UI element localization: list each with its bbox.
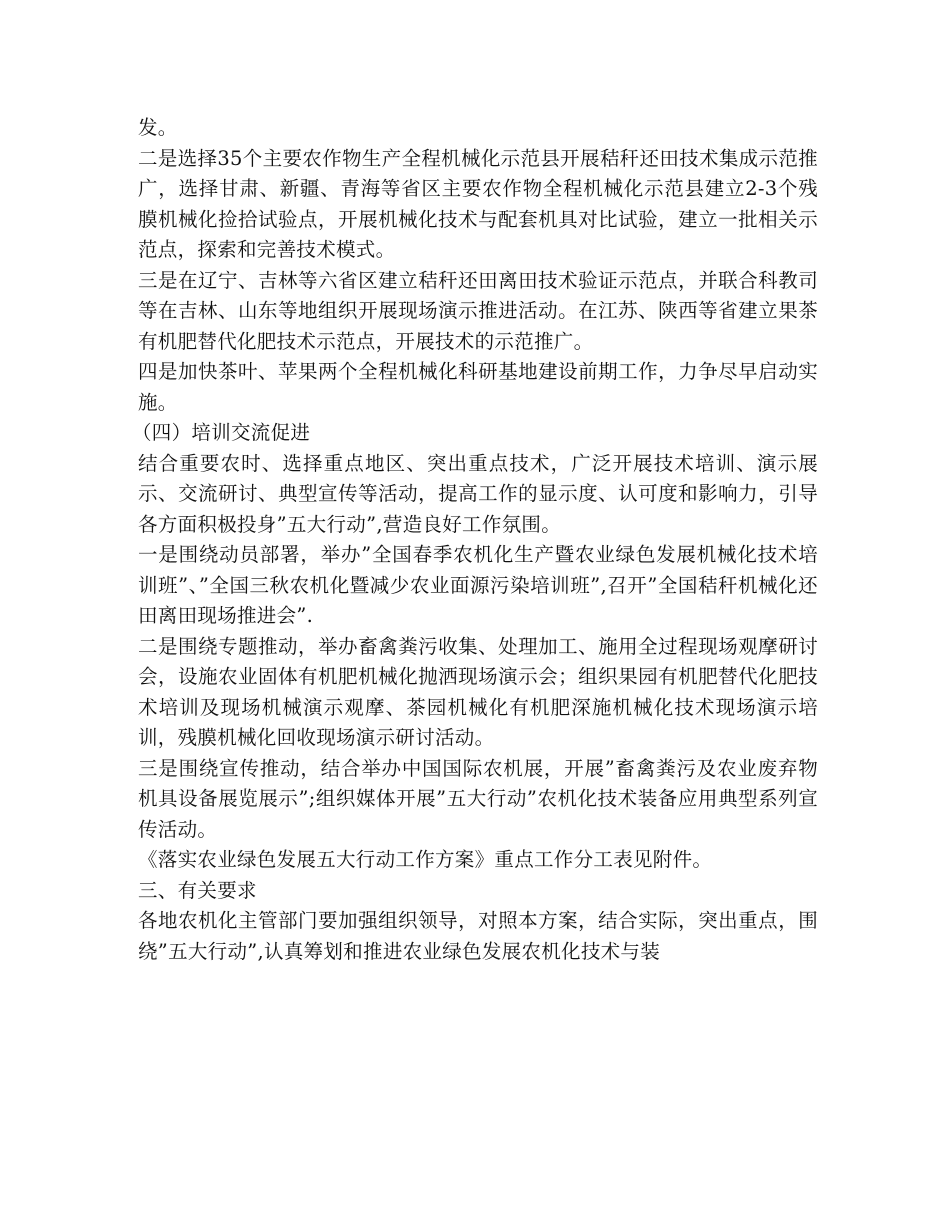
paragraph-requirements: 各地农机化主管部门要加强组织领导，对照本方案，结合实际，突出重点，围绕”五大行动”,认真筹划和推进农业绿色发展农机化技术与装 bbox=[138, 909, 818, 963]
paragraph-annex-note: 《落实农业绿色发展五大行动工作方案》重点工作分工表见附件。 bbox=[138, 848, 713, 871]
paragraph-item-2-demo-counties: 二是选择35个主要农作物生产全程机械化示范县开展秸秆还田技术集成示范推广，选择甘肃、新疆、青海等省区主要农作物全程机械化示范县建立2-3个残膜机械化捡拾试验点，开展机械化技术与配套机具对比试验，建立一批相关示范点，探索和完善技术模式。 bbox=[138, 146, 818, 261]
section-heading-requirements: 三、有关要求 bbox=[138, 878, 257, 902]
paragraph-item-4-research-bases: 四是加快茶叶、苹果两个全程机械化科研基地建设前期工作，力争尽早启动实施。 bbox=[138, 360, 818, 414]
paragraph-training-item-3: 三是围绕宣传推动，结合举办中国国际农机展，开展”畜禽粪污及农业废弃物机具设备展览展示”;组织媒体开展”五大行动”农机化技术装备应用典型系列宣传活动。 bbox=[138, 756, 818, 841]
document-body bbox=[132, 113, 818, 967]
paragraph-item-3-verification-sites: 三是在辽宁、吉林等六省区建立秸秆还田离田技术验证示范点，并联合科教司等在吉林、山东等地组织开展现场演示推进活动。在江苏、陕西等省建立果茶有机肥替代化肥技术示范点，开展技术的示范推广。 bbox=[138, 268, 818, 353]
paragraph-training-item-1: 一是围绕动员部署，举办”全国春季农机化生产暨农业绿色发展机械化技术培训班”、”全国三秋农机化暨减少农业面源污染培训班”,召开”全国秸秆机械化还田离田现场推进会”. bbox=[138, 543, 818, 627]
paragraph-continuation: 发。 bbox=[138, 116, 178, 139]
paragraph-training-intro: 结合重要农时、选择重点地区、突出重点技术，广泛开展技术培训、演示展示、交流研讨、典型宣传等活动，提高工作的显示度、认可度和影响力，引导各方面积极投身”五大行动”,营造良好工作氛围。 bbox=[138, 451, 818, 536]
paragraph-training-item-2: 二是围绕专题推动，举办畜禽粪污收集、处理加工、施用全过程现场观摩研讨会，设施农业固体有机肥机械化抛洒现场演示会；组织果园有机肥替代化肥技术培训及现场机械演示观摩、茶园机械化有机肥深施机械化技术现场演示培训，残膜机械化回收现场演示研讨活动。 bbox=[138, 634, 818, 749]
section-heading-training: （四）培训交流促进 bbox=[132, 421, 311, 444]
